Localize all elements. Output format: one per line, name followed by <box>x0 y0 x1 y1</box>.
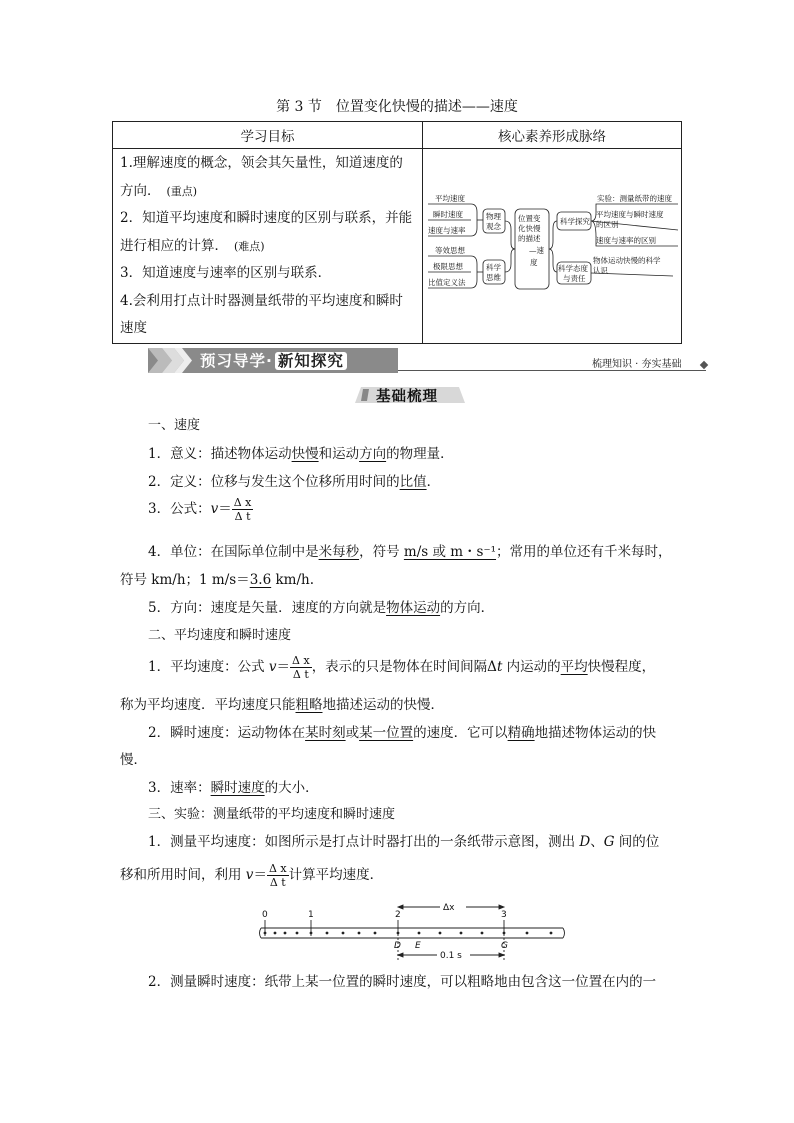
mm-attitude: 科学态度 <box>558 264 588 273</box>
goal-line: 4.会利用打点计时器测量纸带的平均速度和瞬时 <box>120 292 403 309</box>
mm-left-bottom-3: 比值定义法 <box>428 278 466 287</box>
goal-line: 2．知道平均速度和瞬时速度的区别与联系，并能 <box>120 210 413 226</box>
mm-right-top-2: 平均速度与瞬时速度 <box>596 210 664 219</box>
mark-3: 3 <box>501 910 507 920</box>
banner-title: 预习导学· 新知探究 <box>200 349 347 371</box>
para-unit: 4．单位：在国际单位制中是米每秒，符号 m/s 或 m・s⁻¹；常用的单位还有千米每时， <box>148 544 672 560</box>
banner-subtitle: 梳理知识 · 夯实基础 <box>592 359 682 370</box>
goal-line: 速度 <box>120 320 147 336</box>
mm-right-top-2b: 的区别 <box>596 220 619 229</box>
diamond-icon <box>700 361 708 369</box>
mm-left-bottom-1: 等效思想 <box>435 246 465 255</box>
para-formula: 3．公式：v＝ $\frac{\text{Δ x}}{\text{Δ t}}$ <box>148 496 252 523</box>
col-header-goals: 学习目标 <box>113 122 423 149</box>
svg-text:的描述: 的描述 <box>518 234 541 243</box>
para-average-speed: 1．平均速度：公式 v＝ $\frac{\text{Δ x}}{\text{Δ t}}$ ，表示的只是物体在时间间隔Δt 内运动的平均快慢程度， <box>148 654 656 681</box>
point-e: E <box>415 941 421 951</box>
heading-experiment: 三、实验：测量纸带的平均速度和瞬时速度 <box>148 807 396 822</box>
mm-left-bottom-2: 极限思想 <box>433 262 463 271</box>
ticker-tape-diagram <box>255 898 567 966</box>
banner-rule <box>398 370 706 371</box>
point-d: D <box>394 941 401 951</box>
goal-line: 进行相应的计算． (难点) <box>120 237 265 254</box>
mm-scientific-thinking: 科学 <box>486 263 501 272</box>
subheading: 基础梳理 <box>376 389 438 405</box>
heading-average-instant: 二、平均速度和瞬时速度 <box>148 628 292 643</box>
literacy-mindmap <box>423 149 681 343</box>
goals-cell <box>113 149 423 344</box>
svg-text:观念: 观念 <box>486 222 501 231</box>
point-g: G <box>501 941 508 951</box>
difficulty-tag: (难点) <box>234 239 265 253</box>
para-measure-average-2: 移和所用时间，利用 v＝ $\frac{\text{Δ x}}{\text{Δ t}}$ 计算平均速度． <box>120 862 384 889</box>
svg-text:—速: —速 <box>529 246 544 255</box>
para-direction: 5．方向：速度是矢量．速度的方向就是物体运动的方向． <box>148 600 495 616</box>
para-measure-average: 1．测量平均速度：如图所示是打点计时器打出的一条纸带示意图，测出 D、G 间的位 <box>148 834 660 850</box>
para-measure-instant: 2．测量瞬时速度：纸带上某一位置的瞬时速度，可以粗略地由包含这一位置在内的一 <box>148 974 657 990</box>
para-rate: 3．速率：瞬时速度的大小． <box>148 780 319 796</box>
para-meaning: 1．意义：描述物体运动快慢和运动方向的物理量． <box>148 446 454 462</box>
goal-line: 1.理解速度的概念，领会其矢量性，知道速度的 <box>120 155 403 171</box>
formula-fraction: $\frac{\text{Δ x}}{\text{Δ t}}$ <box>233 496 252 523</box>
mm-right-bottom-1: 物体运动快慢的科学 <box>593 256 661 265</box>
mm-left-top-3: 速度与速率 <box>428 226 466 235</box>
goal-line: 3．知道速度与速率的区别与联系． <box>120 265 332 281</box>
svg-text:度: 度 <box>530 258 538 267</box>
mark-2: 2 <box>395 910 401 920</box>
heading-speed: 一、速度 <box>148 418 201 433</box>
para-average-speed-2: 称为平均速度．平均速度只能粗略地描述运动的快慢． <box>120 697 444 713</box>
mm-left-top-1: 平均速度 <box>435 194 465 203</box>
para-instant-speed-2: 慢． <box>120 752 147 768</box>
mindmap-cell <box>423 149 682 344</box>
svg-text:化快慢: 化快慢 <box>518 224 541 233</box>
mm-right-top-1: 实验：测量纸带的速度 <box>597 194 672 203</box>
goal-line: 方向． (重点) <box>120 182 198 199</box>
para-definition: 2．定义：位移与发生这个位移所用时间的比值． <box>148 474 441 490</box>
para-instant-speed: 2．瞬时速度：运动物体在某时刻或某一位置的速度．它可以精确地描述物体运动的快 <box>148 725 657 741</box>
dx-label: Δx <box>443 903 455 913</box>
mm-physics-concept: 物理 <box>486 212 501 221</box>
goals-list <box>113 149 422 343</box>
objectives-table <box>112 121 682 344</box>
col-header-literacy: 核心素养形成脉络 <box>423 122 682 149</box>
mm-center: 位置变 <box>518 214 541 223</box>
svg-text:与责任: 与责任 <box>563 274 586 283</box>
mm-inquiry: 科学探究 <box>560 217 590 226</box>
mm-left-top-2: 瞬时速度 <box>433 210 463 219</box>
mark-1: 1 <box>308 910 314 920</box>
svg-text:思维: 思维 <box>486 273 501 282</box>
mm-right-top-3: 速度与速率的区别 <box>596 236 656 245</box>
chevron-arrows-icon <box>148 348 196 373</box>
para-unit-2: 符号 km/h；1 m/s＝3.6 km/h. <box>120 572 314 588</box>
mark-0: 0 <box>262 910 268 920</box>
page-title: 第 3 节 位置变化快慢的描述——速度 <box>276 99 518 115</box>
mm-right-bottom-1b: 认识 <box>593 266 608 275</box>
key-tag: (重点) <box>166 184 198 198</box>
tape-dots <box>264 932 553 935</box>
dt-label: 0.1 s <box>440 951 462 961</box>
